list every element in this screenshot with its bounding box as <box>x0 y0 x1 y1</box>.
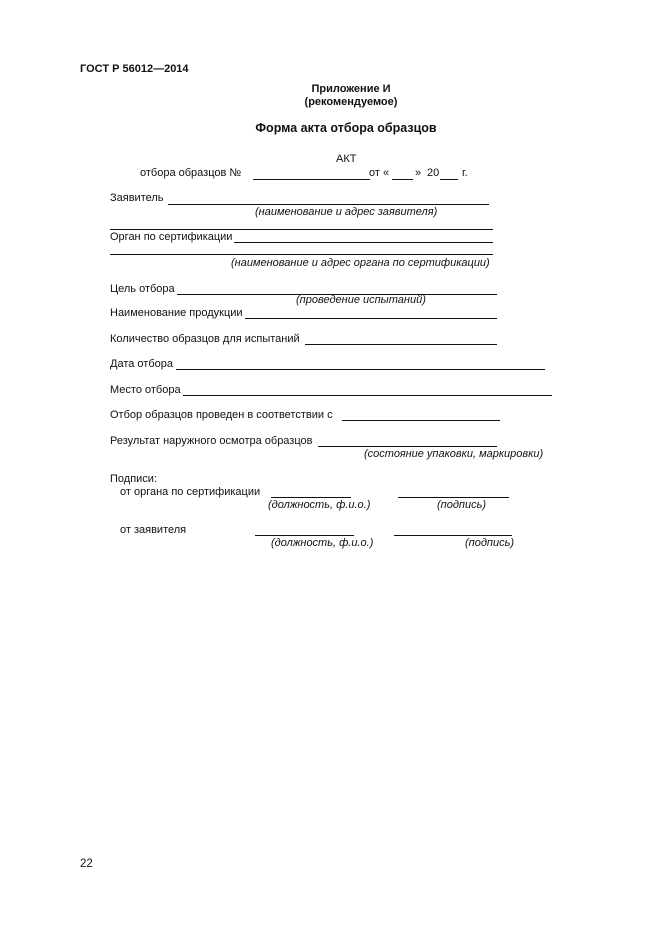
standard-code: ГОСТ Р 56012—2014 <box>80 63 189 75</box>
product-label: Наименование продукции <box>110 307 243 319</box>
act-year-prefix: 20 <box>427 167 440 179</box>
act-title: АКТ <box>336 153 357 165</box>
cert-body-label: Орган по сертификации <box>110 231 233 243</box>
applicant-label: Заявитель <box>110 192 164 204</box>
inspection-label: Результат наружного осмотра образцов <box>110 435 313 447</box>
sig-cert-body-signature-line <box>398 497 509 498</box>
act-date-from: от « <box>369 167 390 179</box>
applicant-line-2 <box>110 229 493 230</box>
sig-applicant-label: от заявителя <box>120 524 187 536</box>
sig-applicant-position-line <box>255 535 354 536</box>
appendix-status: (рекомендуемое) <box>304 96 398 108</box>
appendix-title: Приложение И <box>311 83 391 95</box>
quantity-line <box>305 344 497 345</box>
sig-cert-body-label: от органа по сертификации <box>120 486 261 498</box>
act-number-label: отбора образцов № <box>140 167 242 179</box>
inspection-line <box>318 446 497 447</box>
act-number-line <box>253 179 370 180</box>
purpose-hint: (проведение испытаний) <box>296 294 426 306</box>
date-line <box>176 369 545 370</box>
applicant-line <box>168 204 489 205</box>
sig-applicant-position-hint: (должность, ф.и.о.) <box>271 537 374 549</box>
date-label: Дата отбора <box>110 358 173 370</box>
conformity-line <box>342 420 500 421</box>
cert-body-line-2 <box>110 254 493 255</box>
purpose-label: Цель отбора <box>110 283 175 295</box>
page-number: 22 <box>80 858 93 870</box>
conformity-label: Отбор образцов проведен в соответствии с <box>110 409 333 421</box>
cert-body-line <box>234 242 493 243</box>
inspection-hint: (состояние упаковки, маркировки) <box>364 448 544 460</box>
product-line <box>245 318 497 319</box>
sig-cert-body-position-hint: (должность, ф.и.о.) <box>268 499 371 511</box>
quantity-label: Количество образцов для испытаний <box>110 333 300 345</box>
act-year-line <box>440 179 458 180</box>
sig-cert-body-signature-hint: (подпись) <box>437 499 487 511</box>
cert-body-hint: (наименование и адрес органа по сертификации) <box>231 257 490 269</box>
signatures-title: Подписи: <box>110 473 158 485</box>
form-title: Форма акта отбора образцов <box>255 121 437 135</box>
act-day-line <box>392 179 413 180</box>
act-year-suffix: г. <box>462 167 468 179</box>
sig-applicant-signature-line <box>394 535 512 536</box>
act-quote-close: » <box>415 167 422 179</box>
applicant-hint: (наименование и адрес заявителя) <box>255 206 438 218</box>
sig-cert-body-position-line <box>271 497 351 498</box>
place-label: Место отбора <box>110 384 181 396</box>
sig-applicant-signature-hint: (подпись) <box>465 537 515 549</box>
place-line <box>183 395 552 396</box>
